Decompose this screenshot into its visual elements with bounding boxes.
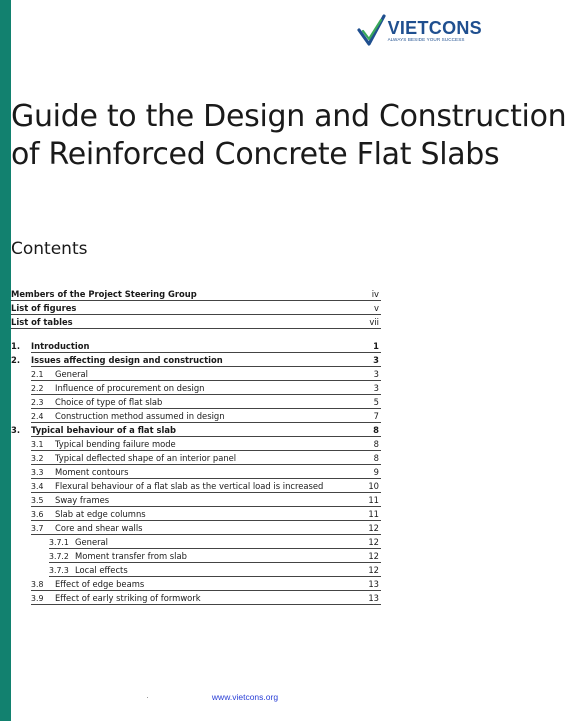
toc-entry-label: Slab at edge columns — [55, 509, 146, 519]
toc-chapter[interactable] — [11, 355, 381, 365]
toc-entry-page: 3 — [373, 383, 379, 393]
toc-entry-label: Core and shear walls — [55, 523, 143, 533]
toc-entry-label: Construction method assumed in design — [55, 411, 225, 421]
toc-entry-page: 11 — [368, 509, 379, 519]
toc-entry-page: 1 — [373, 341, 379, 351]
toc-number: 3.7.1 — [49, 538, 69, 547]
toc-entry-page: iv — [371, 289, 379, 299]
toc-entry-page: 3 — [373, 355, 379, 365]
toc-number: 1. — [11, 341, 21, 351]
toc-subsection[interactable] — [11, 551, 381, 561]
toc-entry-label: Issues affecting design and construction — [31, 355, 223, 365]
toc-entry-label: Members of the Project Steering Group — [11, 289, 197, 299]
title-line-1: Guide to the Design and Construction — [11, 99, 566, 134]
toc-entry-label: General — [55, 369, 89, 379]
toc-section[interactable] — [11, 383, 381, 393]
toc-entry-page: 3 — [373, 369, 379, 379]
toc-entry-page: 12 — [368, 565, 379, 575]
toc-number: 3.5 — [31, 496, 44, 505]
toc-entry[interactable] — [11, 289, 381, 299]
toc-entry-label: General — [75, 537, 109, 547]
toc-entry-page: 8 — [373, 425, 379, 435]
toc-entry-label: Introduction — [31, 341, 90, 351]
checkmark-logo-icon — [357, 14, 387, 48]
toc-section[interactable] — [11, 453, 381, 463]
table-of-contents — [11, 289, 381, 603]
contents-heading: Contents — [11, 239, 88, 259]
toc-number: 3.7 — [31, 524, 44, 533]
toc-entry-page: 12 — [368, 551, 379, 561]
toc-section[interactable] — [11, 467, 381, 477]
toc-number: 3.8 — [31, 580, 44, 589]
toc-entry[interactable] — [11, 303, 381, 313]
toc-section[interactable] — [11, 397, 381, 407]
document-title — [11, 98, 566, 174]
toc-entry-label: Flexural behaviour of a flat slab as the vertical load is increased — [55, 481, 324, 491]
toc-entry-page: 8 — [373, 439, 379, 449]
toc-number: 3.1 — [31, 440, 44, 449]
toc-section[interactable] — [11, 495, 381, 505]
toc-subsection[interactable] — [11, 565, 381, 575]
toc-entry-page: 13 — [368, 579, 379, 589]
toc-entry-page: 12 — [368, 523, 379, 533]
toc-entry-page: 5 — [373, 397, 379, 407]
toc-entry-label: Choice of type of flat slab — [55, 397, 163, 407]
toc-entry-page: vii — [369, 317, 379, 327]
toc-number: 3. — [11, 425, 21, 435]
toc-entry-label: Typical bending failure mode — [55, 439, 176, 449]
logo-tagline: ALWAYS BESIDE YOUR SUCCESS — [387, 37, 465, 42]
toc-entry-label: List of figures — [11, 303, 77, 313]
toc-number: 3.9 — [31, 594, 44, 603]
toc-entry-page: 12 — [368, 537, 379, 547]
toc-number: 3.3 — [31, 468, 44, 477]
toc-section[interactable] — [11, 411, 381, 421]
toc-number: 2. — [11, 355, 21, 365]
toc-section[interactable] — [11, 439, 381, 449]
toc-entry-label: List of tables — [11, 317, 73, 327]
toc-entry-label: Influence of procurement on design — [55, 383, 205, 393]
toc-entry-page: v — [374, 303, 379, 313]
toc-entry-label: Sway frames — [55, 495, 110, 505]
vietcons-logo — [357, 14, 482, 48]
toc-number: 2.2 — [31, 384, 44, 393]
toc-number: 2.1 — [31, 370, 44, 379]
toc-number: 3.4 — [31, 482, 44, 491]
toc-section[interactable] — [11, 481, 381, 491]
toc-entry-label: Typical behaviour of a flat slab — [31, 425, 176, 435]
footer-url[interactable]: www.vietcons.org — [211, 692, 279, 702]
left-accent-bar — [0, 0, 11, 721]
toc-number: 3.7.2 — [49, 552, 69, 561]
toc-number: 2.3 — [31, 398, 44, 407]
toc-entry-label: Moment contours — [55, 467, 129, 477]
toc-chapter[interactable] — [11, 341, 381, 351]
toc-entry-label: Moment transfer from slab — [75, 551, 187, 561]
toc-section[interactable] — [11, 579, 381, 589]
toc-entry-page: 10 — [368, 481, 379, 491]
toc-entry-label: Effect of edge beams — [55, 579, 145, 589]
toc-section[interactable] — [11, 369, 381, 379]
logo-name: VIETCONS — [387, 18, 482, 38]
toc-entry-label: Typical deflected shape of an interior panel — [55, 453, 237, 463]
toc-entry-label: Effect of early striking of formwork — [55, 593, 201, 603]
toc-entry-page: 9 — [373, 467, 379, 477]
toc-entry-page: 7 — [373, 411, 379, 421]
toc-entry-label: Local effects — [75, 565, 128, 575]
toc-number: 3.6 — [31, 510, 44, 519]
toc-section[interactable] — [11, 523, 381, 533]
toc-number: 2.4 — [31, 412, 44, 421]
toc-entry-page: 11 — [368, 495, 379, 505]
toc-section[interactable] — [11, 509, 381, 519]
toc-number: 3.2 — [31, 454, 44, 463]
toc-entry-page: 13 — [368, 593, 379, 603]
title-line-2: of Reinforced Concrete Flat Slabs — [11, 137, 500, 172]
toc-section[interactable] — [11, 593, 381, 603]
toc-entry-page: 8 — [373, 453, 379, 463]
toc-chapter[interactable] — [11, 425, 381, 435]
toc-number: 3.7.3 — [49, 566, 69, 575]
toc-subsection[interactable] — [11, 537, 381, 547]
toc-entry[interactable] — [11, 317, 381, 327]
